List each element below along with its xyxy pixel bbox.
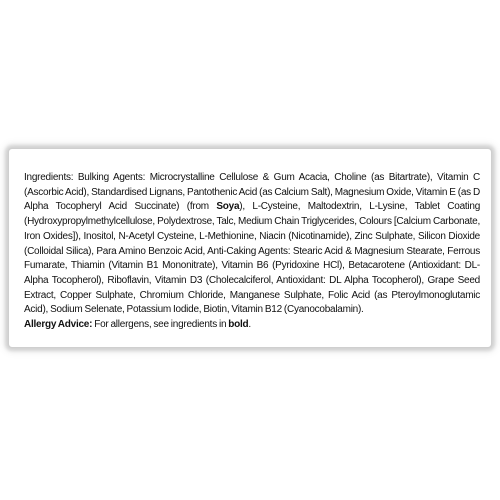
- allergy-advice-text: For allergens, see ingredients in: [94, 319, 229, 331]
- ingredients-list-part-1: Bulking Agents: Microcrystalline Cellulose & Gum Acacia, Choline (as Bitartrate), Vitamin C (Ascorbic Acid), Standardised Lignans, Pantothenic Acid (as Calcium Salt), Magnesium Oxide, Vitamin E (as D Alpha Tocopheryl Acid Succinate) (from: [24, 172, 480, 213]
- ingredients-text-block: [24, 171, 480, 333]
- allergy-advice-bold-word: bold: [228, 319, 249, 331]
- allergen-soya: Soya: [216, 201, 240, 213]
- ingredients-label-panel: [8, 148, 492, 348]
- allergy-advice-heading: Allergy Advice:: [24, 319, 93, 331]
- ingredients-heading: Ingredients:: [24, 172, 74, 183]
- ingredients-list-part-2: ), L-Cysteine, Maltodextrin, L-Lysine, Tablet Coating (Hydroxypropylmethylcellulose, Polydextrose, Talc, Medium Chain Triglycerides, Colours [Calcium Carbonate, Iron Oxides]), Inositol, N-Acetyl Cysteine, L-Methionine, Niacin (Nicotinamide), Zinc Sulphate, Silicon Dioxide (Colloidal Silica), Para Amino Benzoic Acid, Anti-Caking Agents: Stearic Acid & Magnesium Stearate, Ferrous Fumarate, Thiamin (Vitamin B1 Mononitrate), Vitamin B6 (Pyridoxine HCl), Betacarotene (Antioxidant: DL-Alpha Tocopherol), Riboflavin, Vitamin D3 (Cholecalciferol, Antioxidant: DL Alpha Tocopherol), Grape Seed Extract, Copper Sulphate, Chromium Chloride, Manganese Sulphate, Folic Acid (as Pteroylmonoglutamic Acid), Sodium Selenate, Potassium Iodide, Biotin, Vitamin B12 (Cyanocobalamin).: [24, 201, 480, 316]
- allergy-advice-end: .: [248, 319, 251, 331]
